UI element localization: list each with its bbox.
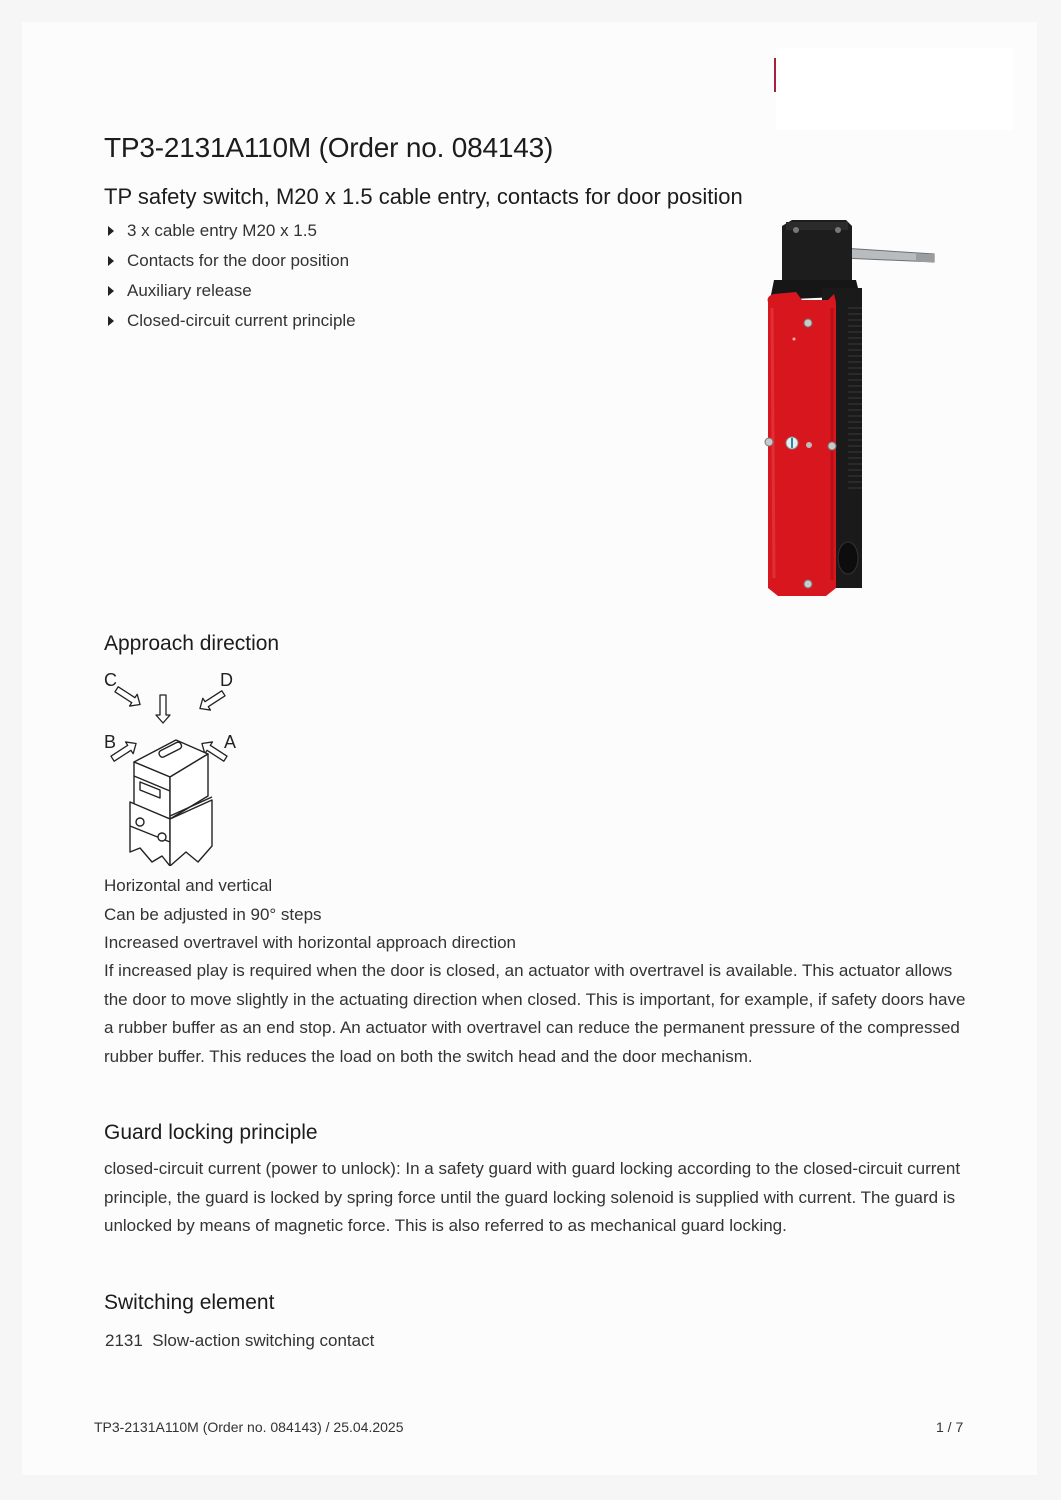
page-title: TP3-2131A110M (Order no. 084143) (104, 132, 554, 163)
label-d: D (220, 670, 233, 690)
overtravel-paragraph: If increased play is required when the door is closed, an actuator with overtravel is available. This actuator allows the door to move slightly in the actuating direction when closed. This is important, for example, if safety doors have a rubber buffer as an end stop. An actuator with overtravel can reduce the permanent pressure of the compressed rubber buffer. This reduces the load on both the switch head and the door mechanism. (104, 961, 966, 1066)
switching-element-row (105, 1327, 975, 1356)
label-b: B (104, 732, 117, 752)
approach-line: Can be adjusted in 90° steps (104, 904, 322, 924)
bullet-triangle-icon (108, 226, 114, 236)
switching-element-description: Slow-action switching contact (152, 1331, 375, 1350)
feature-list (108, 216, 356, 336)
bullet-triangle-icon (108, 286, 114, 296)
logo-area (776, 48, 1014, 130)
arrow-c-icon (113, 683, 144, 710)
bullet-triangle-icon (108, 316, 114, 326)
approach-direction-diagram (100, 666, 250, 866)
guard-locking-paragraph: closed-circuit current (power to unlock): In a safety guard with guard locking according to the closed-circuit current principle, the guard is locked by spring force until the guard locking solenoid is supplied with current. The guard is unlocked by means of magnetic force. This is also referred to as mechanical guard locking. (104, 1159, 961, 1236)
approach-line: Horizontal and vertical (104, 876, 273, 895)
footer-page-number: 1 / 7 (936, 1419, 964, 1435)
approach-direction-list (104, 873, 516, 959)
bullet-triangle-icon (108, 256, 114, 266)
guard-locking-heading: Guard locking principle (104, 1121, 318, 1144)
feature-item: Auxiliary release (108, 276, 356, 306)
product-image (756, 218, 940, 602)
feature-item: Contacts for the door position (108, 246, 356, 276)
feature-item: 3 x cable entry M20 x 1.5 (108, 216, 356, 246)
page-subtitle: TP safety switch, M20 x 1.5 cable entry, contacts for door position (104, 184, 743, 209)
switching-element-heading: Switching element (104, 1291, 275, 1314)
feature-item: Closed-circuit current principle (108, 306, 356, 336)
switching-element-code: 2131 (105, 1331, 143, 1350)
arrow-d-icon (196, 687, 227, 714)
arrow-down-icon (156, 695, 170, 723)
approach-direction-heading: Approach direction (104, 632, 280, 655)
footer-document-info: TP3-2131A110M (Order no. 084143) / 25.04.2025 (94, 1419, 404, 1435)
approach-line: Increased overtravel with horizontal approach direction (104, 933, 517, 953)
label-c: C (104, 670, 117, 690)
brand-accent-bar (774, 58, 776, 92)
label-a: A (224, 732, 237, 752)
